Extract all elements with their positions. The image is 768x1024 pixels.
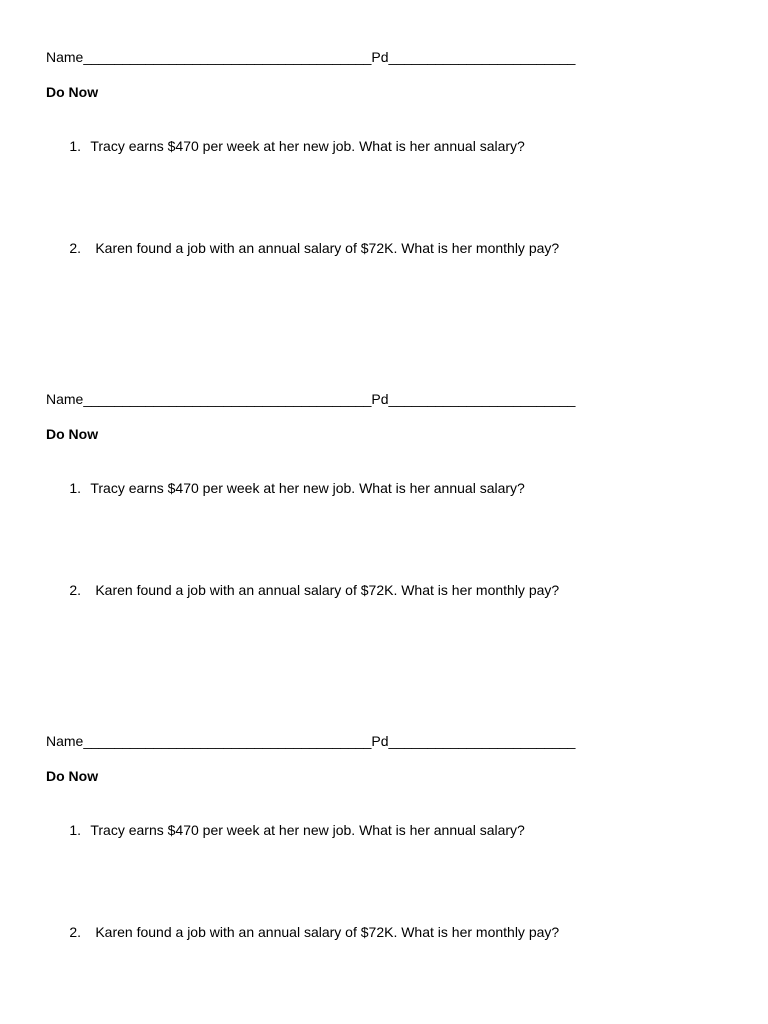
- name-period-line: Name_____________________________________Pd________________________: [46, 49, 576, 65]
- question-2: [46, 560, 559, 620]
- name-period-line: Name_____________________________________Pd________________________: [46, 733, 576, 749]
- question-1: [46, 116, 525, 176]
- question-text: Tracy earns $470 per week at her new job. What is her annual salary?: [90, 138, 525, 154]
- name-period-line: Name_____________________________________Pd________________________: [46, 391, 576, 407]
- section-title: Do Now: [46, 426, 99, 442]
- section-title: Do Now: [46, 84, 99, 100]
- section-title: Do Now: [46, 768, 99, 784]
- question-text: Karen found a job with an annual salary of $72K. What is her monthly pay?: [95, 582, 560, 598]
- question-text: Karen found a job with an annual salary of $72K. What is her monthly pay?: [95, 924, 560, 940]
- question-number: 2.: [69, 240, 82, 256]
- question-number: 2.: [69, 924, 82, 940]
- question-number: 1.: [69, 138, 82, 154]
- question-number: 2.: [69, 582, 82, 598]
- question-number: 1.: [69, 480, 82, 496]
- question-text: Tracy earns $470 per week at her new job. What is her annual salary?: [90, 822, 525, 838]
- question-number: 1.: [69, 822, 82, 838]
- question-text: Tracy earns $470 per week at her new job. What is her annual salary?: [90, 480, 525, 496]
- question-2: [46, 902, 559, 962]
- question-2: [46, 218, 559, 278]
- question-1: [46, 800, 525, 860]
- question-1: [46, 458, 525, 518]
- question-text: Karen found a job with an annual salary of $72K. What is her monthly pay?: [95, 240, 560, 256]
